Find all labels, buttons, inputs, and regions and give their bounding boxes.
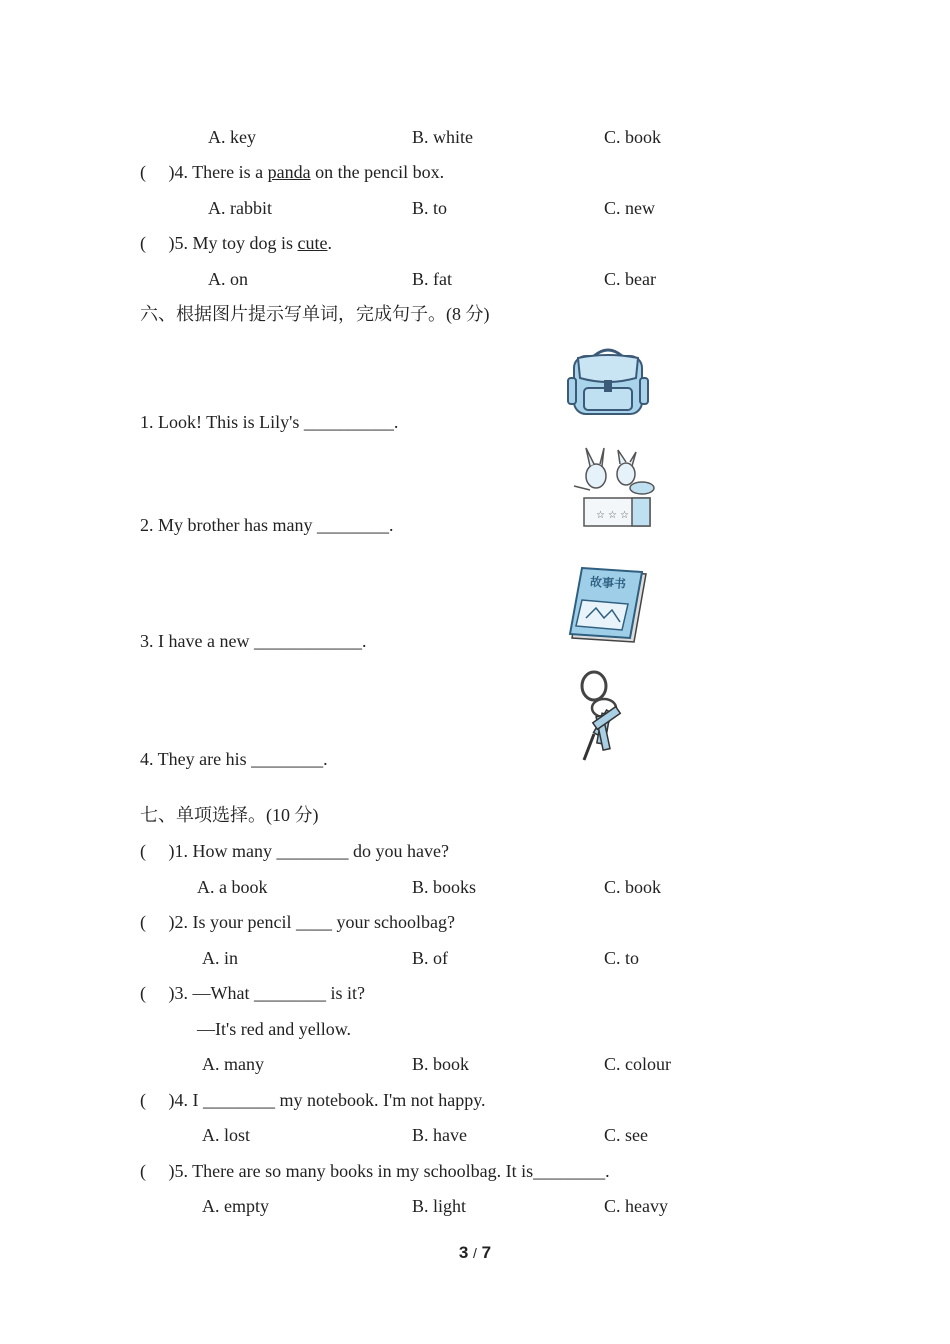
s6-item-4: 4. They are his ________. <box>140 749 328 769</box>
option-b: B. books <box>412 877 477 897</box>
s6-item-1: 1. Look! This is Lily's __________. <box>140 412 399 432</box>
current-page: 3 <box>458 1243 469 1262</box>
svg-text:☆: ☆ <box>620 510 629 521</box>
s7-question-1: ( )1. How many ________ do you have? <box>140 841 449 861</box>
underlined-word: cute <box>297 233 328 253</box>
schoolbag-icon <box>566 344 650 420</box>
option-b: B. fat <box>412 269 452 289</box>
page-number <box>0 1243 950 1263</box>
svg-text:☆: ☆ <box>596 510 605 521</box>
total-pages: 7 <box>481 1243 492 1262</box>
answer-paren[interactable]: ( ) <box>140 162 175 182</box>
storybook-cover-title: 故事书 <box>589 574 627 592</box>
option-a: A. in <box>202 948 238 968</box>
s5-question-4: ( )4. There is a panda on the pencil box. <box>140 162 445 182</box>
option-b: B. of <box>412 948 448 968</box>
storybook-icon <box>568 566 648 646</box>
option-c: C. to <box>604 948 640 968</box>
s6-item-3: 3. I have a new ____________. <box>140 631 367 651</box>
section7-heading: 七、单项选择。(10 分) <box>140 805 319 825</box>
option-a: A. many <box>202 1054 264 1074</box>
s7-question-3: ( )3. —What ________ is it? <box>140 983 365 1003</box>
toys-box-icon <box>570 446 658 528</box>
option-a: A. lost <box>202 1125 251 1145</box>
section6-heading: 六、根据图片提示写单词，完成句子。(8 分) <box>140 304 490 324</box>
option-a: A. a book <box>197 877 268 897</box>
option-b: B. have <box>412 1125 467 1145</box>
keys-icon <box>574 666 654 764</box>
underlined-word: panda <box>267 162 311 182</box>
answer-paren[interactable]: ( ) <box>140 233 175 253</box>
option-c: C. book <box>604 127 662 147</box>
s7-question-4: ( )4. I ________ my notebook. I'm not happy. <box>140 1090 486 1110</box>
s7-q3-answer: —It's red and yellow. <box>197 1019 352 1039</box>
s6-item-2: 2. My brother has many ________. <box>140 515 394 535</box>
option-b: B. white <box>412 127 473 147</box>
s7-question-2: ( )2. Is your pencil ____ your schoolbag? <box>140 912 455 932</box>
option-a: A. rabbit <box>208 198 272 218</box>
s5-question-5: ( )5. My toy dog is cute. <box>140 233 332 253</box>
option-b: B. book <box>412 1054 470 1074</box>
s7-question-5: ( )5. There are so many books in my schoolbag. It is________. <box>140 1161 610 1181</box>
option-c: C. new <box>604 198 655 218</box>
page-separator: / <box>473 1245 477 1261</box>
option-c: C. colour <box>604 1054 671 1074</box>
option-a: A. on <box>208 269 248 289</box>
option-a: A. empty <box>202 1196 269 1216</box>
option-c: C. see <box>604 1125 648 1145</box>
option-a: A. key <box>208 127 256 147</box>
option-c: C. bear <box>604 269 656 289</box>
option-b: B. light <box>412 1196 467 1216</box>
option-c: C. book <box>604 877 662 897</box>
svg-text:☆: ☆ <box>608 510 617 521</box>
option-b: B. to <box>412 198 448 218</box>
option-c: C. heavy <box>604 1196 668 1216</box>
